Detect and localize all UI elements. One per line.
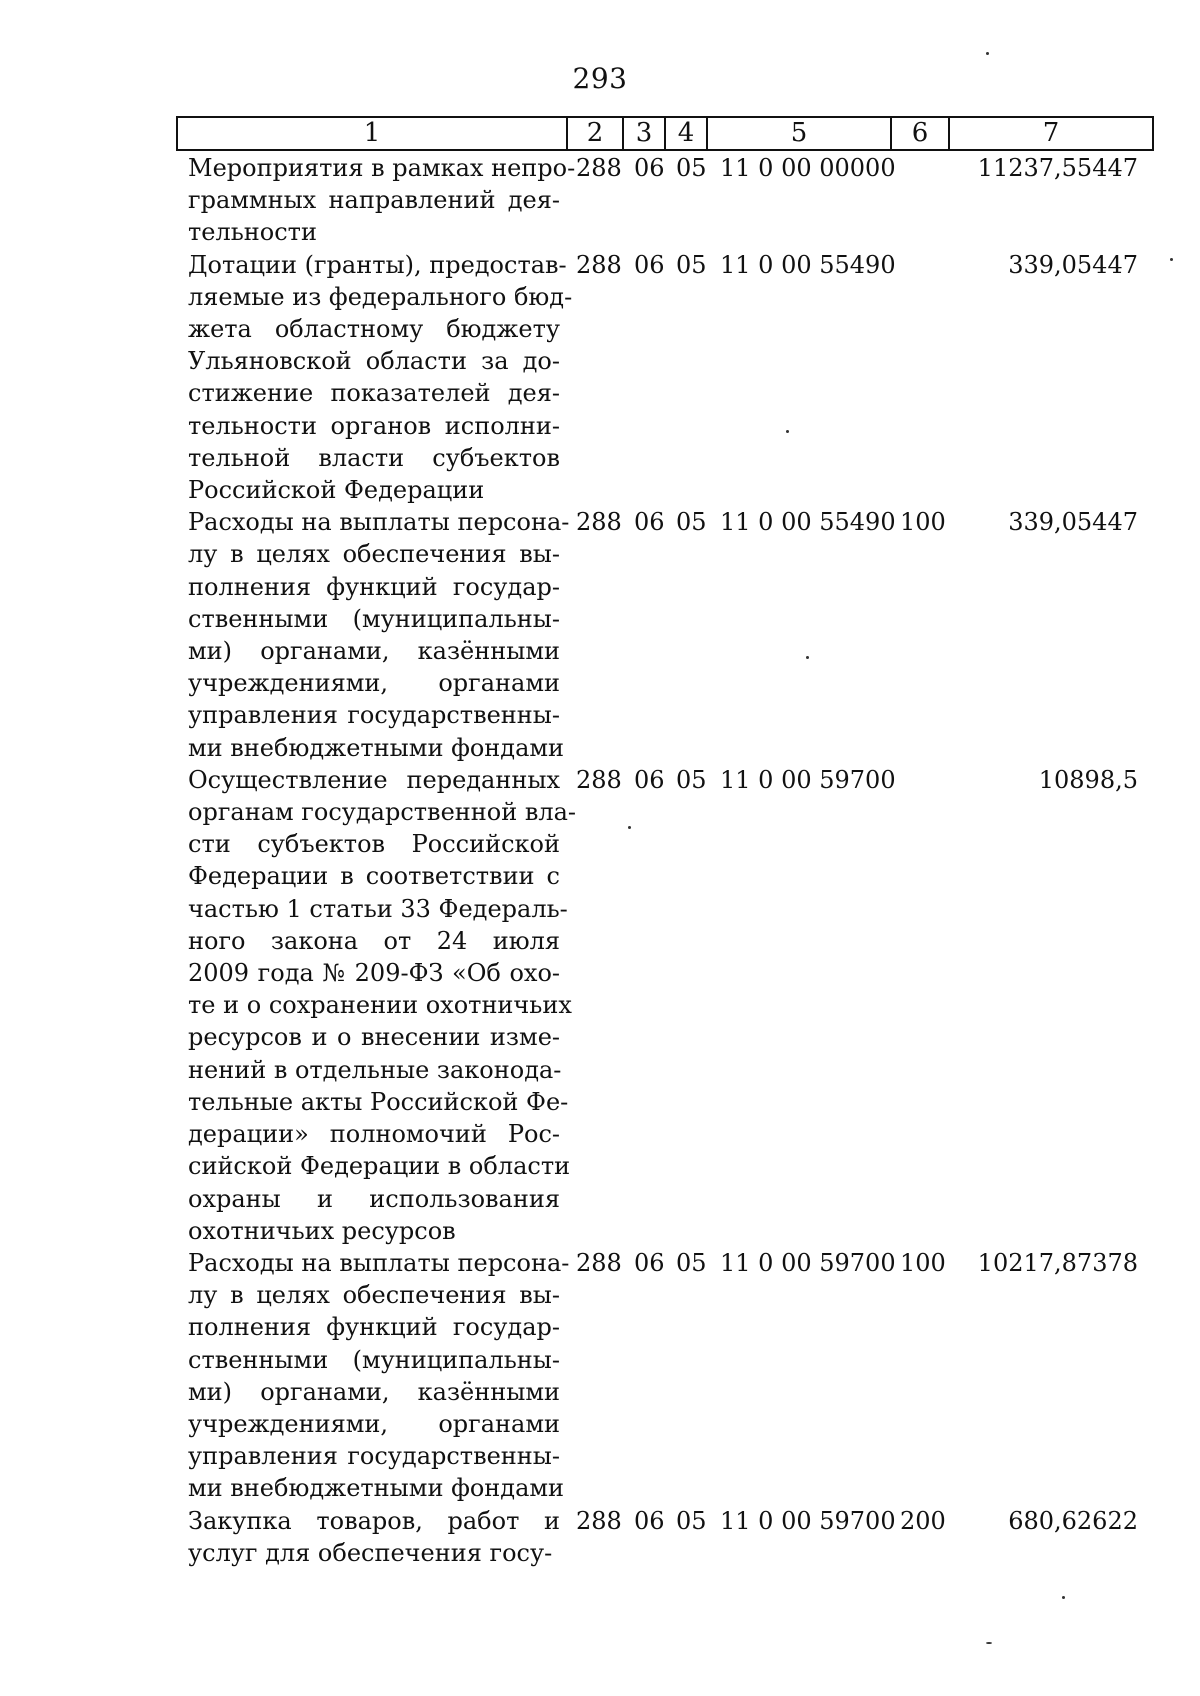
amount: 680,62622: [1008, 1506, 1138, 1535]
code-target-article: 11 0 00 59700: [720, 1506, 896, 1535]
table-row: [188, 764, 1168, 1247]
code-section: 06: [634, 765, 665, 794]
scan-speck: [1170, 258, 1173, 261]
header-col-2: 2: [568, 118, 624, 149]
description-line: управления государственны-: [188, 701, 560, 730]
description-line: тельной власти субъектов: [188, 443, 560, 472]
header-col-1: 1: [178, 118, 568, 149]
code-expense-type: 100: [900, 1248, 946, 1277]
description-line: учреждениями, органами: [188, 1409, 560, 1438]
code-target-article: 11 0 00 59700: [720, 1248, 896, 1277]
description-line: граммных направлений дея-: [188, 186, 560, 215]
description-line: охраны и использования: [188, 1184, 560, 1213]
description-line: тельности: [188, 218, 317, 247]
description-line: ми) органами, казёнными: [188, 637, 560, 666]
code-subsection: 05: [676, 508, 707, 537]
description-line: полнения функций государ-: [188, 572, 560, 601]
description-line: частью 1 статьи 33 Федераль-: [188, 894, 568, 923]
header-col-4: 4: [666, 118, 708, 149]
description-line: ляемые из федерального бюд-: [188, 282, 573, 311]
row-description: [188, 1505, 560, 1569]
description-line: Федерации в соответствии с: [188, 862, 560, 891]
description-line: ного закона от 24 июля: [188, 926, 560, 955]
description-line: тельности органов исполни-: [188, 411, 560, 440]
description-line: ресурсов и о внесении изме-: [188, 1023, 560, 1052]
header-col-6: 6: [892, 118, 950, 149]
description-line: лу в целях обеспечения вы-: [188, 540, 560, 569]
description-line: ми внебюджетными фондами: [188, 733, 565, 762]
description-line: Российской Федерации: [188, 476, 485, 505]
row-description: [188, 152, 576, 249]
table-row: [188, 1247, 1168, 1505]
code-section: 06: [634, 1248, 665, 1277]
header-col-7: 7: [1042, 118, 1060, 148]
code-target-article: 11 0 00 55490: [720, 508, 896, 537]
scan-speck: [628, 826, 631, 829]
description-line: сти субъектов Российской: [188, 830, 560, 859]
description-line: те и о сохранении охотничьих: [188, 991, 572, 1020]
code-grbs: 288: [576, 154, 622, 182]
description-line: жета областному бюджету: [188, 315, 560, 344]
code-grbs: 288: [576, 1248, 622, 1277]
description-line: услуг для обеспечения госу-: [188, 1538, 553, 1567]
amount: 10217,87378: [977, 1248, 1138, 1277]
description-line: сийской Федерации в области: [188, 1152, 571, 1181]
description-line: лу в целях обеспечения вы-: [188, 1281, 560, 1310]
description-line: полнения функций государ-: [188, 1313, 560, 1342]
table-row: [188, 249, 1168, 507]
description-line: 2009 года № 209-ФЗ «Об охо-: [188, 959, 560, 988]
code-target-article: 11 0 00 55490: [720, 250, 896, 279]
code-subsection: 05: [676, 250, 707, 279]
header-col-5: 5: [708, 118, 892, 149]
code-section: 06: [634, 508, 665, 537]
code-target-article: 11 0 00 59700: [720, 765, 896, 794]
description-line: Расходы на выплаты персона-: [188, 1248, 570, 1277]
description-line: ственными (муниципальны-: [188, 1345, 560, 1374]
code-expense-type: 200: [900, 1506, 946, 1535]
description-line: тельные акты Российской Фе-: [188, 1087, 569, 1116]
code-subsection: 05: [676, 154, 707, 182]
scan-speck: [986, 52, 989, 55]
code-target-article: 11 0 00 00000: [720, 154, 896, 182]
description-line: управления государственны-: [188, 1442, 560, 1471]
code-section: 06: [634, 154, 665, 182]
amount: 10898,5: [1038, 765, 1138, 794]
amount: 11237,55447: [977, 154, 1138, 182]
table-header: [176, 116, 1154, 151]
amount: 339,05447: [1008, 250, 1138, 279]
table-row: [188, 506, 1168, 764]
code-grbs: 288: [576, 250, 622, 279]
code-subsection: 05: [676, 765, 707, 794]
description-line: нений в отдельные законода-: [188, 1055, 562, 1084]
scan-speck: [806, 656, 809, 659]
code-grbs: 288: [576, 508, 622, 537]
description-line: органам государственной вла-: [188, 798, 577, 827]
description-line: Расходы на выплаты персона-: [188, 508, 570, 537]
table-row: [188, 1505, 1168, 1569]
scan-speck: [986, 1642, 992, 1644]
row-description: [188, 249, 573, 507]
code-section: 06: [634, 250, 665, 279]
table-row: [188, 152, 1168, 249]
row-description: [188, 764, 577, 1247]
description-line: дерации» полномочий Рос-: [188, 1120, 560, 1149]
code-section: 06: [634, 1506, 665, 1535]
description-line: Ульяновской области за до-: [188, 347, 560, 376]
header-col-3: 3: [624, 118, 666, 149]
row-description: [188, 1247, 570, 1505]
description-line: ственными (муниципальны-: [188, 604, 560, 633]
description-line: Мероприятия в рамках непро-: [188, 154, 576, 182]
scan-speck: [1062, 1596, 1065, 1599]
amount: 339,05447: [1008, 508, 1138, 537]
table-body: [188, 152, 1168, 1569]
code-expense-type: 100: [900, 508, 946, 537]
description-line: Закупка товаров, работ и: [188, 1506, 560, 1535]
description-line: охотничьих ресурсов: [188, 1216, 456, 1245]
page-number: 293: [572, 62, 628, 95]
description-line: Дотации (гранты), предостав-: [188, 250, 567, 279]
code-grbs: 288: [576, 1506, 622, 1535]
scan-speck: [786, 430, 789, 433]
description-line: ми внебюджетными фондами: [188, 1474, 565, 1503]
code-grbs: 288: [576, 765, 622, 794]
description-line: ми) органами, казёнными: [188, 1377, 560, 1406]
code-subsection: 05: [676, 1506, 707, 1535]
description-line: стижение показателей дея-: [188, 379, 560, 408]
code-subsection: 05: [676, 1248, 707, 1277]
description-line: учреждениями, органами: [188, 669, 560, 698]
description-line: Осуществление переданных: [188, 765, 560, 794]
row-description: [188, 506, 570, 764]
